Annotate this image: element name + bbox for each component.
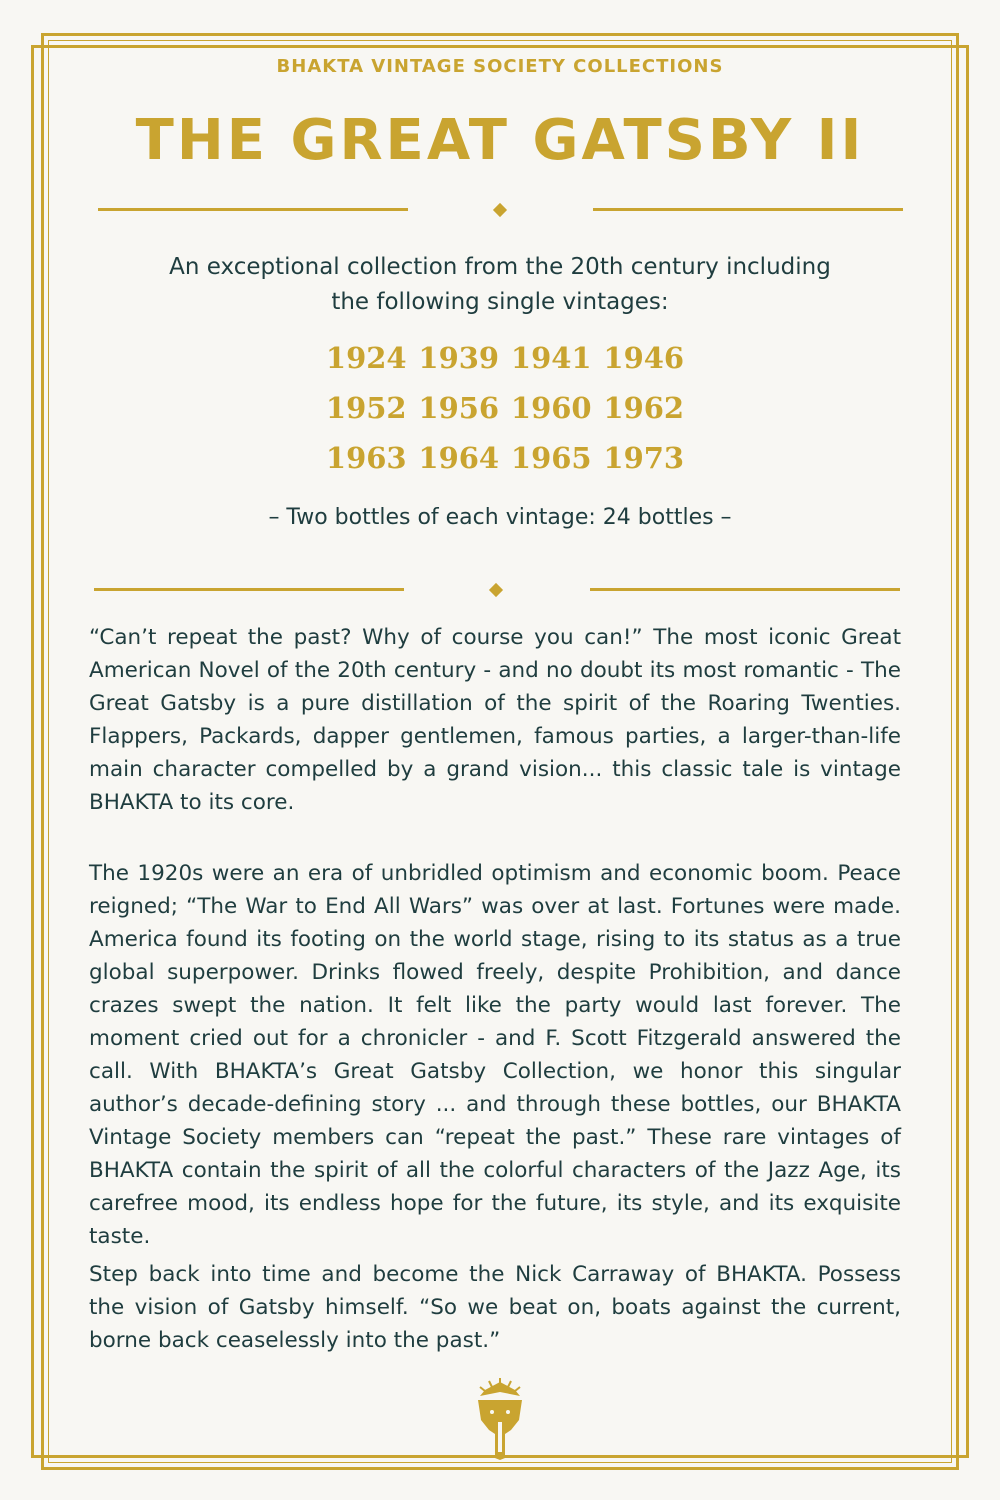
vintage-year: 1956 bbox=[418, 391, 500, 425]
society-label: BHAKTA VINTAGE SOCIETY COLLECTIONS bbox=[276, 56, 724, 77]
vintage-year: 1960 bbox=[510, 391, 592, 425]
vintage-year: 1924 bbox=[325, 341, 407, 375]
diamond-ornament-mid bbox=[489, 583, 503, 597]
intro-text bbox=[150, 250, 850, 320]
body-paragraph-3: Step back into time and become the Nick Carraway of BHAKTA. Possess the vision of Gatsby himself. “So we beat on, boats against the current, borne back ceaselessly into the past.” bbox=[89, 1262, 901, 1353]
vintage-year: 1941 bbox=[510, 341, 592, 375]
divider-left-top bbox=[98, 208, 408, 211]
vintage-year: 1964 bbox=[418, 441, 500, 475]
body-paragraph-1: “Can’t repeat the past? Why of course you can!” The most iconic Great American Novel of the 20th century - and no doubt its most romantic - The Great Gatsby is a pure distillation of the spirit of the Roaring Twenties. Flappers, Packards, dapper gentlemen, famous parties, a larger-than-life main character compelled by a grand vision... this classic tale is vintage BHAKTA to its core. bbox=[89, 625, 901, 815]
divider-right-mid bbox=[590, 588, 900, 591]
intro-line-1: An exceptional collection from the 20th century including bbox=[169, 254, 831, 280]
vintage-year: 1973 bbox=[603, 441, 685, 475]
vintage-year: 1962 bbox=[603, 391, 685, 425]
elephant-sun-logo-icon bbox=[475, 1378, 525, 1460]
vintage-grid bbox=[320, 340, 690, 476]
divider-right-top bbox=[593, 208, 903, 211]
body-paragraph-2: The 1920s were an era of unbridled optimism and economic boom. Peace reigned; “The War to End All Wars” was over at last. Fortunes were made. America found its footing on the world stage, rising to its status as a true global superpower. Drinks flowed freely, despite Prohibition, and dance crazes swept the nation. It felt like the party would last forever. The moment cried out for a chronicler - and F. Scott Fitzgerald answered the call. With BHAKTA’s Great Gatsby Collection, we honor this singular author’s decade-defining story ... and through these bottles, our BHAKTA Vintage Society members can “repeat the past.” These rare vintages of BHAKTA contain the spirit of all the colorful characters of the Jazz Age, its carefree mood, its endless hope for the future, its style, and its exquisite taste. bbox=[89, 861, 901, 1249]
vintage-year: 1952 bbox=[325, 391, 407, 425]
vintage-year: 1946 bbox=[603, 341, 685, 375]
diamond-ornament-top bbox=[493, 203, 507, 217]
vintage-year: 1965 bbox=[510, 441, 592, 475]
page-title: THE GREAT GATSBY II bbox=[135, 108, 865, 173]
vintage-year: 1963 bbox=[325, 441, 407, 475]
intro-line-2: the following single vintages: bbox=[331, 289, 669, 315]
bottles-note: – Two bottles of each vintage: 24 bottles – bbox=[268, 505, 732, 530]
divider-left-mid bbox=[94, 588, 404, 591]
vintage-year: 1939 bbox=[418, 341, 500, 375]
